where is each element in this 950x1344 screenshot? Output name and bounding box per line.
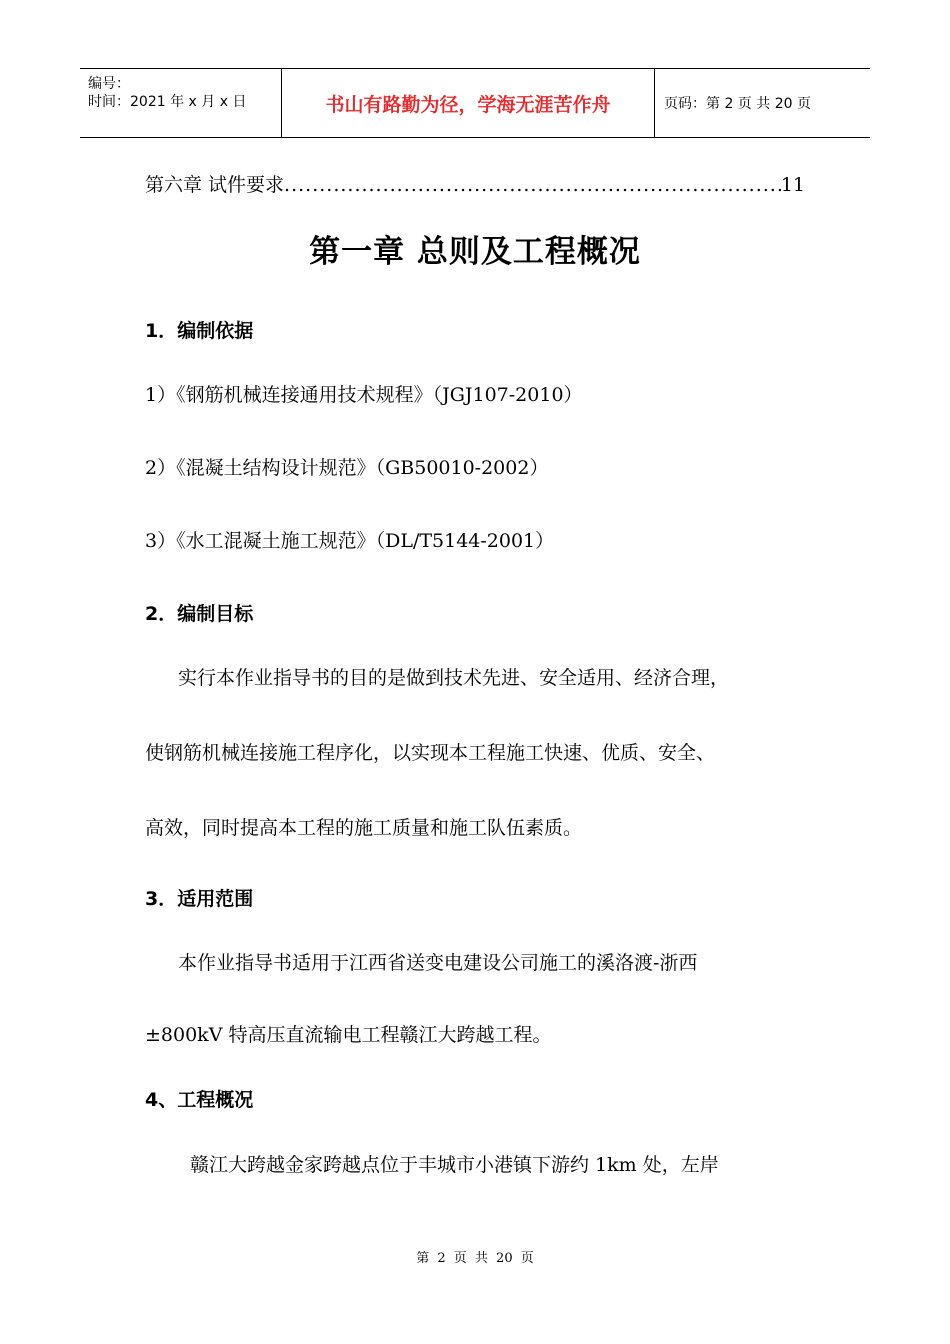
- paragraph-line: 本作业指导书适用于江西省送变电建设公司施工的溪洛渡-浙西: [178, 952, 698, 974]
- toc-entry-title: 第六章 试件要求: [145, 174, 285, 196]
- paragraph-line: 赣江大跨越金家跨越点位于丰城市小港镇下游约 1km 处，左岸: [190, 1154, 719, 1176]
- header-divider: [654, 69, 655, 137]
- chapter-title: 第一章 总则及工程概况: [309, 234, 641, 270]
- paragraph-line: 实行本作业指导书的目的是做到技术先进、安全适用、经济合理，: [178, 667, 730, 689]
- header-meta: [88, 75, 278, 111]
- section-heading: 2．编制目标: [145, 603, 254, 625]
- paragraph-line: 使钢筋机械连接施工程序化，以实现本工程施工快速、优质、安全、: [145, 742, 716, 764]
- paragraph-line: ±800kV 特高压直流输电工程赣江大跨越工程。: [145, 1024, 552, 1046]
- number-label: 编号：: [88, 76, 130, 92]
- time-label: 时间：2021 年 x 月 x 日: [88, 94, 247, 110]
- toc-leader: [284, 174, 781, 196]
- paragraph-line: 高效，同时提高本工程的施工质量和施工队伍素质。: [145, 817, 583, 839]
- section-heading: 4、工程概况: [145, 1089, 254, 1111]
- toc-entry-page: 11: [780, 174, 805, 196]
- reference-item: 3）《水工混凝土施工规范》（DL/T5144-2001）: [145, 530, 555, 552]
- reference-item: 2）《混凝土结构设计规范》（GB50010-2002）: [145, 457, 549, 479]
- header-page-info: 页码：第 2 页 共 20 页: [664, 96, 811, 112]
- toc-entry[interactable]: [145, 170, 805, 197]
- section-heading: 3．适用范围: [145, 888, 254, 910]
- document-header: [80, 68, 870, 138]
- header-motto: 书山有路勤为径，学海无涯苦作舟: [325, 93, 611, 116]
- section-heading: 1．编制依据: [145, 320, 254, 342]
- page-footer: 第 2 页 共 20 页: [416, 1251, 534, 1266]
- reference-item: 1）《钢筋机械连接通用技术规程》（JGJ107-2010）: [145, 384, 583, 406]
